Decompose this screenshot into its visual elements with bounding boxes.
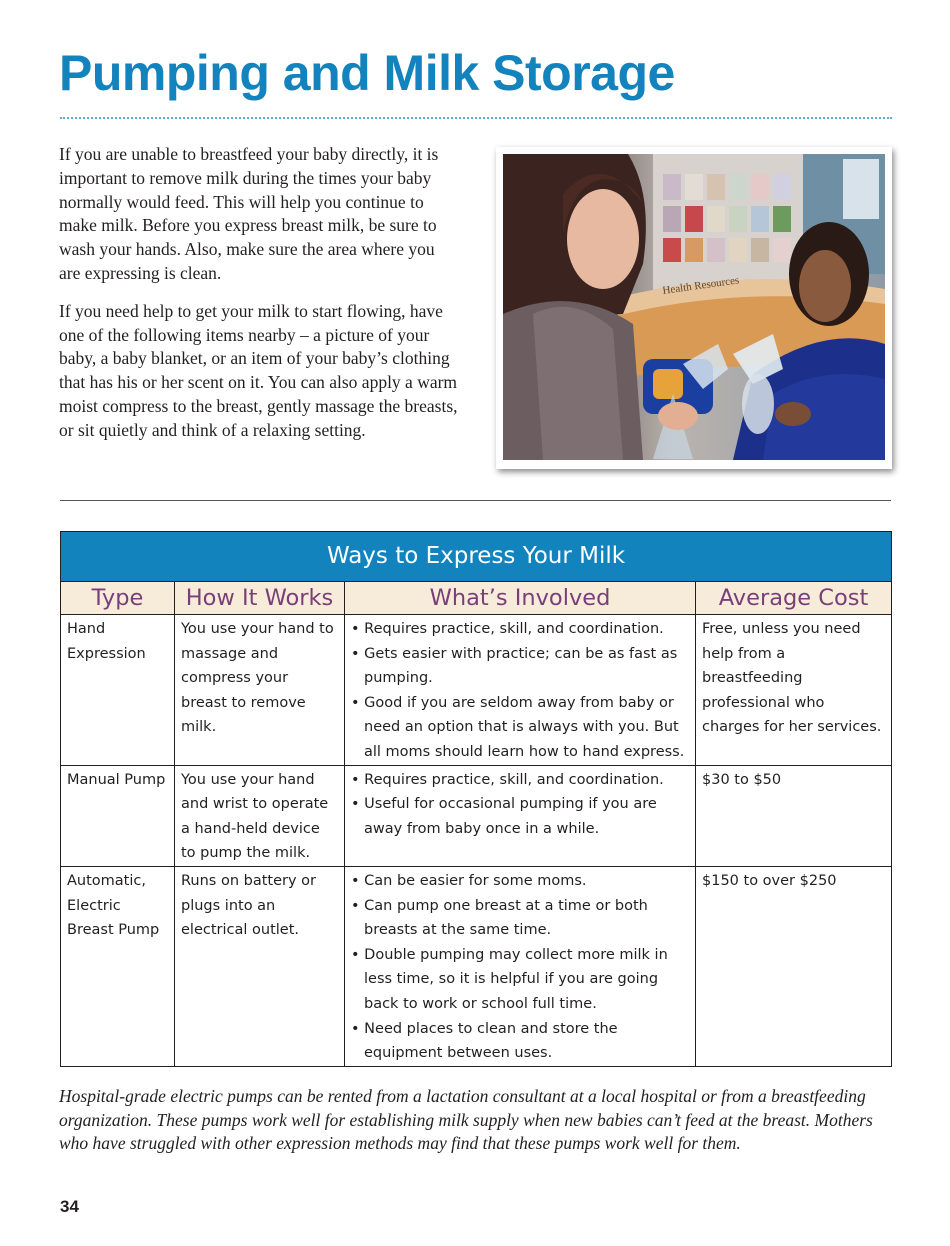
hand-left (658, 402, 698, 430)
bullet-item: • Double pumping may collect more milk in less time, so it is helpful if you are going back to work or school full time. (351, 943, 689, 1017)
desk-sign: Health Resources (661, 274, 740, 297)
intro-paragraph: If you are unable to breastfeed your baby directly, it is important to remove milk during the times your baby normally would feed. This will help you continue to make milk. Before you express breast milk, be sure to wash your hands. Also, make sure the area where you are expressing is clean. (59, 144, 439, 283)
table-row (61, 615, 892, 766)
page-number: 34 (60, 1197, 79, 1216)
photo-pump-consultation (496, 147, 892, 469)
bullet-item: • Can be easier for some moms. (351, 869, 689, 894)
bullet-item: • Gets easier with practice; can be as fast as pumping. (351, 642, 689, 691)
header-cost: Average Cost (696, 582, 892, 615)
cell-how: Runs on battery or plugs into an electrical outlet. (175, 866, 345, 1066)
table-caption: Ways to Express Your Milk (61, 532, 892, 582)
hospital-pump-note: Hospital-grade electric pumps can be rented from a lactation consultant at a local hospital or from a breastfeeding organization. These pumps work well for establishing milk supply when new babies can’t feed at the breast. Mothers who have struggled with other expression methods may find that these pumps work well for them. (59, 1086, 873, 1153)
table-header-row (61, 582, 892, 615)
header-type: Type (61, 582, 175, 615)
cell-involved (345, 765, 696, 866)
bullet-item: • Good if you are seldom away from baby or need an option that is always with you. But all moms should learn how to hand express. (351, 691, 689, 765)
hand-right (775, 402, 811, 426)
cell-cost: $30 to $50 (696, 765, 892, 866)
section-divider (60, 500, 891, 501)
bullet-item: • Requires practice, skill, and coordination. (351, 617, 689, 642)
table-row (61, 765, 892, 866)
cell-how: You use your hand to massage and compress your breast to remove milk. (175, 615, 345, 766)
title-divider (60, 117, 892, 119)
page-title: Pumping and Milk Storage (59, 45, 675, 101)
cell-involved (345, 866, 696, 1066)
cell-type: Automatic, Electric Breast Pump (61, 866, 175, 1066)
bullet-item: • Can pump one breast at a time or both breasts at the same time. (351, 894, 689, 943)
cell-type: Hand Expression (61, 615, 175, 766)
cell-type: Manual Pump (61, 765, 175, 866)
bullet-item: • Requires practice, skill, and coordination. (351, 768, 689, 793)
cell-how: You use your hand and wrist to operate a hand-held device to pump the milk. (175, 765, 345, 866)
ways-to-express-table (60, 531, 892, 1067)
bullet-item: • Need places to clean and store the equipment between uses. (351, 1017, 689, 1066)
woman-left (503, 154, 646, 460)
header-how: How It Works (175, 582, 345, 615)
intro-paragraph: If you need help to get your milk to start flowing, have one of the following items nearby – a picture of your baby, a baby blanket, or an item of your baby’s clothing that has his or her scent on it. You can also apply a warm moist compress to the breast, gently massage the breasts, or sit quietly and think of a relaxing setting. (59, 300, 458, 440)
cell-cost: Free, unless you need help from a breastfeeding professional who charges for her services. (696, 615, 892, 766)
cell-cost: $150 to over $250 (696, 866, 892, 1066)
header-involved: What’s Involved (345, 582, 696, 615)
cell-involved (345, 615, 696, 766)
table-row (61, 866, 892, 1066)
intro-text (59, 143, 459, 457)
bullet-item: • Useful for occasional pumping if you are away from baby once in a while. (351, 792, 689, 841)
photo-illustration (503, 154, 885, 460)
